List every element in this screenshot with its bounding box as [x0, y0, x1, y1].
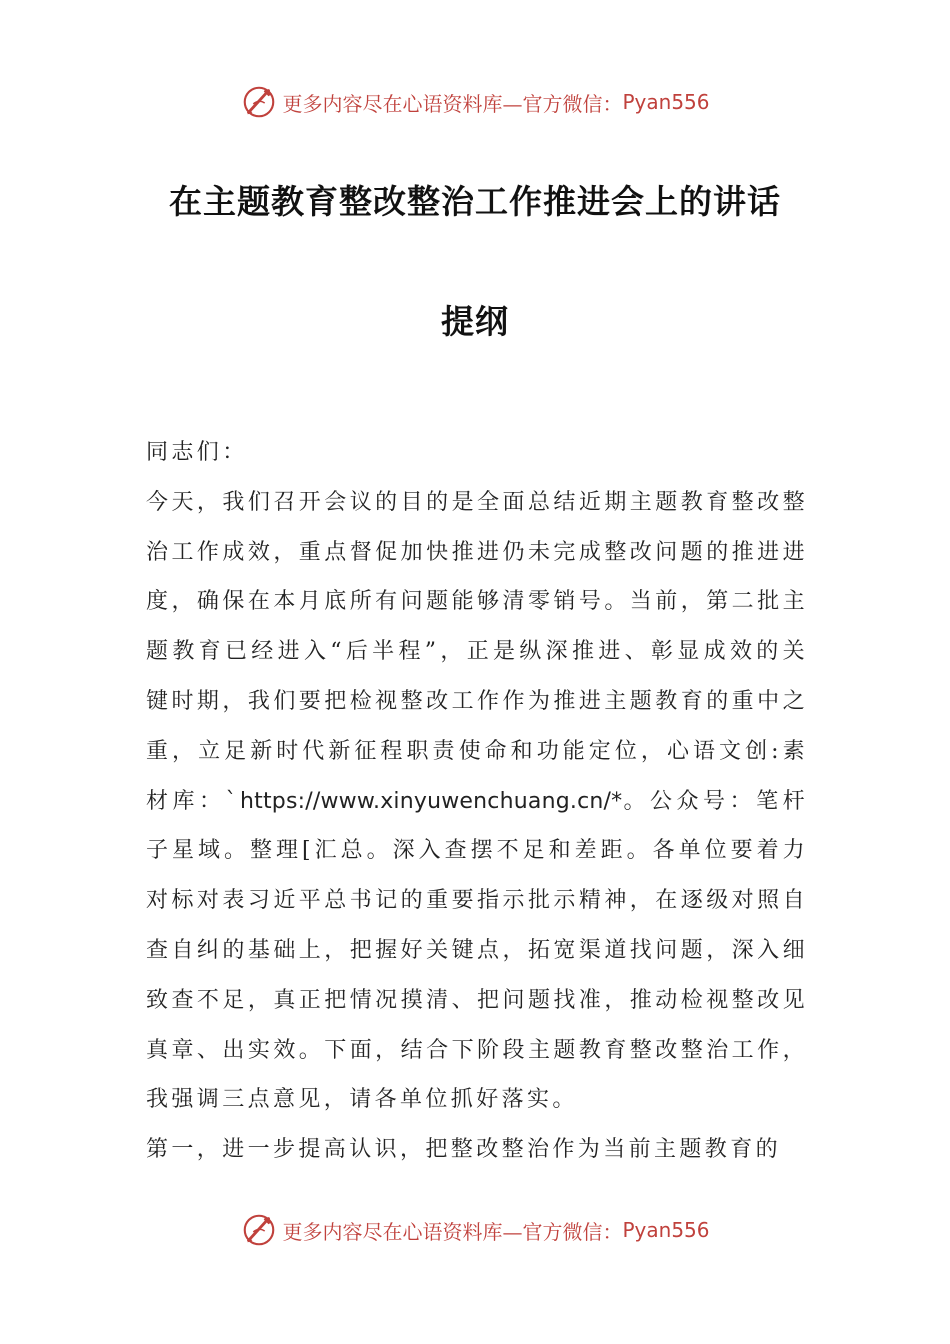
header-watermark-banner [0, 80, 950, 124]
pen-logo-icon [240, 83, 278, 121]
watermark-wechat-id: Pyan556 [622, 1218, 710, 1242]
salutation: 同志们： [146, 440, 248, 465]
watermark-wechat-id: Pyan556 [622, 90, 710, 114]
paragraph-1 [146, 478, 808, 1125]
footer-watermark-banner [0, 1208, 950, 1252]
watermark-text: 更多内容尽在心语资料库—官方微信： [282, 1219, 623, 1244]
document-body [146, 428, 808, 1175]
document-title-line1: 在主题教育整改整治工作推进会上的讲话 [169, 182, 781, 221]
paragraph-2: 第一，进一步提高认识，把整改整治作为当前主题教育的 [146, 1137, 782, 1163]
watermark-text: 更多内容尽在心语资料库—官方微信： [282, 91, 623, 116]
paragraph-1-text-a: 今天，我们召开会议的目的是全面总结近期主题教育整改整治工作成效，重点督促加快推进仍未完成整改问题的推进进度，确保在本月底所有问题能够清零销号。当前，第二批主题教育已经进入“后半程”，正是纵深推进、彰显成效的关键时期，我们要把检视整改工作作为推进主题教育的重中之重，立足新时代新征程职责使命和功能定位，心语文创:素材库：` [146, 489, 808, 814]
paragraph-1-text-b: 。公众号：笔杆子星域。整理[汇总。深入查摆不足和差距。各单位要着力对标对表习近平总书记的重要指示批示精神，在逐级对照自查自纠的基础上，把握好关键点，拓宽渠道找问题，深入细致查不足，真正把情况摸清、把问题找准，推动检视整改见真章、出实效。下面，结合下阶段主题教育整改整治工作，我强调三点意见，请各单位抓好落实。 [146, 788, 808, 1113]
pen-logo-icon [240, 1211, 278, 1249]
paragraph-1-url: https://www.xinyuwenchuang.cn/* [239, 788, 623, 814]
document-title-line2: 提纲 [441, 302, 509, 341]
